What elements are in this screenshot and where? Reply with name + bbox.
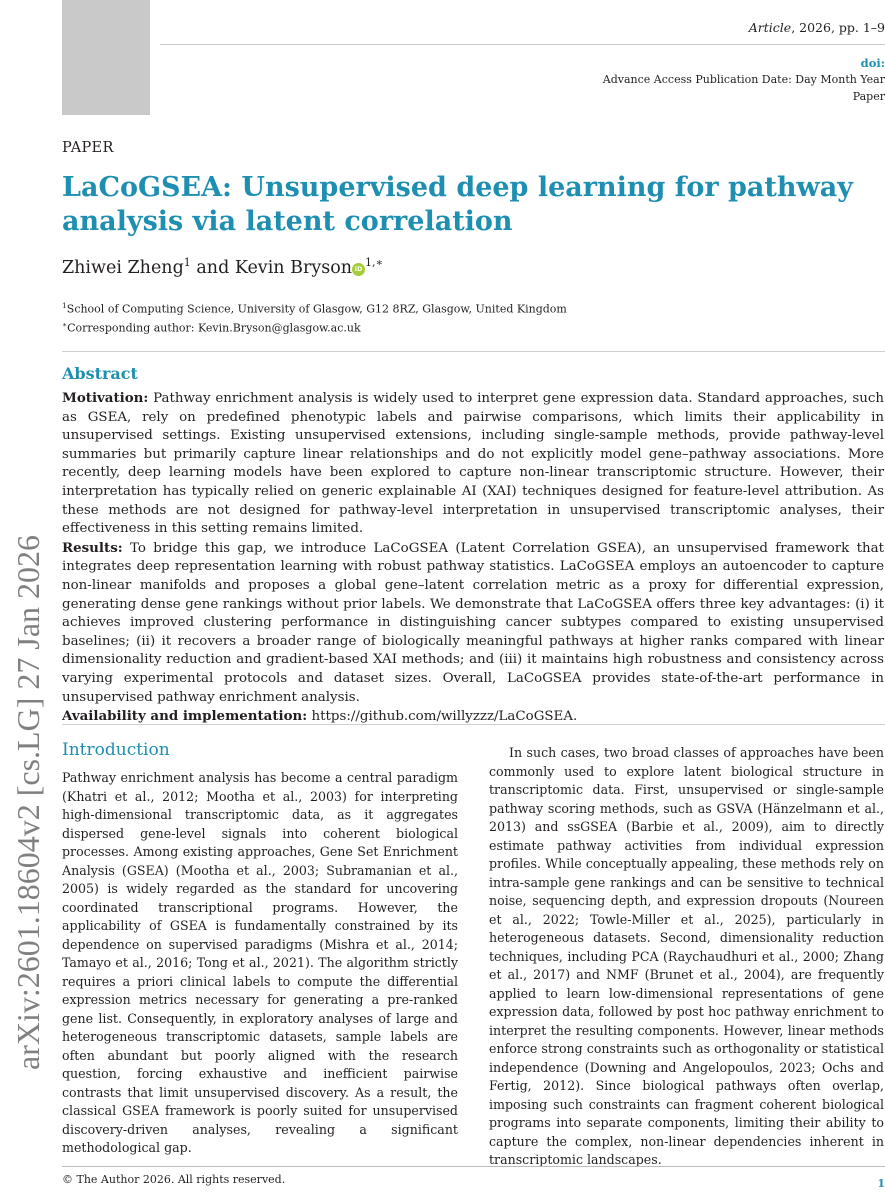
availability-label: Availability and implementation: xyxy=(62,708,308,725)
abstract-top-divider xyxy=(62,351,885,352)
author-affiliation-mark: 1,∗ xyxy=(365,256,384,269)
results-label: Results: xyxy=(62,539,123,556)
copyright-notice: © The Author 2026. All rights reserved. xyxy=(62,1173,286,1186)
author-affiliation-mark: 1 xyxy=(183,256,191,269)
intro-paragraph: Pathway enrichment analysis has become a central paradigm (Khatri et al., 2012; Mootha et al., 2003) for interpreting high-dimensional transcriptomic data, as it aggregates dispersed gene-level signals into coherent biological processes. Among existing approaches, Gene Set Enrichment Analysis (GSEA) (Mootha et al., 2003; Subramanian et al., 2005) is widely regarded as the standard for uncovering coordinated transcriptional programs. However, the applicability of GSEA is fundamentally constrained by its dependence on supervised paradigms (Mishra et al., 2014; Tamayo et al., 2016; Tong et al., 2021). The algorithm strictly requires a priori clinical labels to compute the differential expression metrics necessary for generating a pre-ranked gene list. Consequently, in exploratory analyses of large and heterogeneous transcriptomic datasets, sample labels are often abundant but poorly aligned with the research question, forcing exhaustive and inefficient pairwise contrasts that limit unsupervised discovery. As a result, the classical GSEA framework is poorly suited for unsupervised discovery-driven analyses, revealing a significant methodological gap. xyxy=(62,770,458,1155)
abstract-body xyxy=(62,389,884,727)
affiliation-mark: 1 xyxy=(62,301,67,310)
paper-label: PAPER xyxy=(62,140,114,156)
motivation-text: Pathway enrichment analysis is widely used to interpret gene expression data. Standard approaches, such as GSEA, rely on predefined phenotypic labels and pairwise comparisons, which limits their applicability in unsupervised settings. Existing unsupervised extensions, including single-sample methods, provide pathway-level summaries but primarily capture linear relationships and do not explicitly model gene–pathway associations. More recently, deep learning models have been explored to capture non-linear transcriptomic structure. However, their interpretation has typically relied on generic explainable AI (XAI) techniques designed for feature-level attribution. As these methods are not designed for pathway-level interpretation in unsupervised transcriptomic analyses, their effectiveness in this setting remains limited. xyxy=(62,391,884,537)
intro-paragraph: In such cases, two broad classes of approaches have been commonly used to explore latent biological structure in transcriptomic data. First, unsupervised or single-sample pathway scoring methods, such as GSVA (Hänzelmann et al., 2013) and ssGSEA (Barbie et al., 2009), aim to directly estimate pathway activities from individual expression profiles. While conceptually appealing, these methods rely on intra-sample gene rankings and can be sensitive to technical noise, sequencing depth, and expression dropouts (Noureen et al., 2022; Towle-Miller et al., 2025), particularly in heterogeneous datasets. Second, dimensionality reduction techniques, including PCA (Raychaudhuri et al., 2000; Zhang et al., 2017) and NMF (Brunet et al., 2004), are frequently applied to learn low-dimensional representations of gene expression data, followed by post hoc pathway enrichment to interpret the resulting components. However, linear methods enforce strong constraints such as orthogonality or statistical independence (Downing and Angelopoulos, 2023; Ochs and Fertig, 2012). Since biological pathways often overlap, imposing such constraints can fragment coherent biological programs into separate components, limiting their ability to capture the complex, non-linear dependencies inherent in transcriptomic landscapes. xyxy=(489,745,884,1167)
article-citation xyxy=(465,20,885,35)
author-conjunction: and xyxy=(190,257,235,278)
affiliation-line xyxy=(62,298,567,317)
availability-link[interactable]: https://github.com/willyzzz/LaCoGSEA. xyxy=(307,709,578,725)
arxiv-stamp: arXiv:2601.18604v2 [cs.LG] 27 Jan 2026 xyxy=(10,534,46,1070)
corresponding-author-line xyxy=(62,317,567,336)
introduction-right-column xyxy=(489,744,884,1170)
introduction-heading: Introduction xyxy=(62,740,170,760)
journal-name: Article xyxy=(748,20,792,35)
page-number: 1 xyxy=(877,1177,885,1190)
advance-access-date: Advance Access Publication Date: Day Month Year xyxy=(602,73,885,86)
abstract-results xyxy=(62,539,884,707)
author-list xyxy=(62,256,383,278)
results-text: To bridge this gap, we introduce LaCoGSEA (Latent Correlation GSEA), an unsupervised framework that integrates deep representation learning with robust pathway statistics. LaCoGSEA employs an autoencoder to capture non-linear manifolds and proposes a global gene–latent correlation metric as a proxy for differential expression, generating dense gene rankings without prior labels. We demonstrate that LaCoGSEA offers three key advantages: (i) it achieves improved clustering performance in distinguishing cancer subtypes compared to existing unsupervised baselines; (ii) it recovers a broader range of biologically meaningful pathways at higher ranks compared with linear dimensionality reduction and gradient-based XAI methods; and (iii) it maintains high robustness and consistency across varying experimental protocols and dataset sizes. Overall, LaCoGSEA provides state-of-the-art performance in unsupervised pathway enrichment analysis. xyxy=(62,540,884,705)
abstract-bottom-divider xyxy=(62,724,885,725)
affiliations xyxy=(62,298,567,335)
footer-divider xyxy=(62,1166,885,1167)
paper-title: LaCoGSEA: Unsupervised deep learning for pathway analysis via latent correlation xyxy=(62,172,853,237)
article-type: Paper xyxy=(852,90,885,103)
introduction-left-column xyxy=(62,769,458,1158)
motivation-label: Motivation: xyxy=(62,390,149,406)
header-placeholder-box xyxy=(62,0,150,115)
doi-link[interactable]: doi: xyxy=(860,56,885,70)
abstract-heading: Abstract xyxy=(62,364,138,383)
corresponding-author-text: Corresponding author: Kevin.Bryson@glasgow.ac.uk xyxy=(67,321,361,335)
abstract-motivation xyxy=(62,389,884,539)
corresponding-mark: ∗ xyxy=(62,319,68,329)
year-pages: , 2026, pp. 1–9 xyxy=(791,20,885,35)
author-name: Kevin Bryson xyxy=(234,257,353,278)
header-divider xyxy=(160,44,885,45)
affiliation-text: School of Computing Science, University of Glasgow, G12 8RZ, Glasgow, United Kingdom xyxy=(66,302,567,316)
author-name: Zhiwei Zheng xyxy=(62,257,184,278)
orcid-icon[interactable]: iD xyxy=(352,263,365,276)
